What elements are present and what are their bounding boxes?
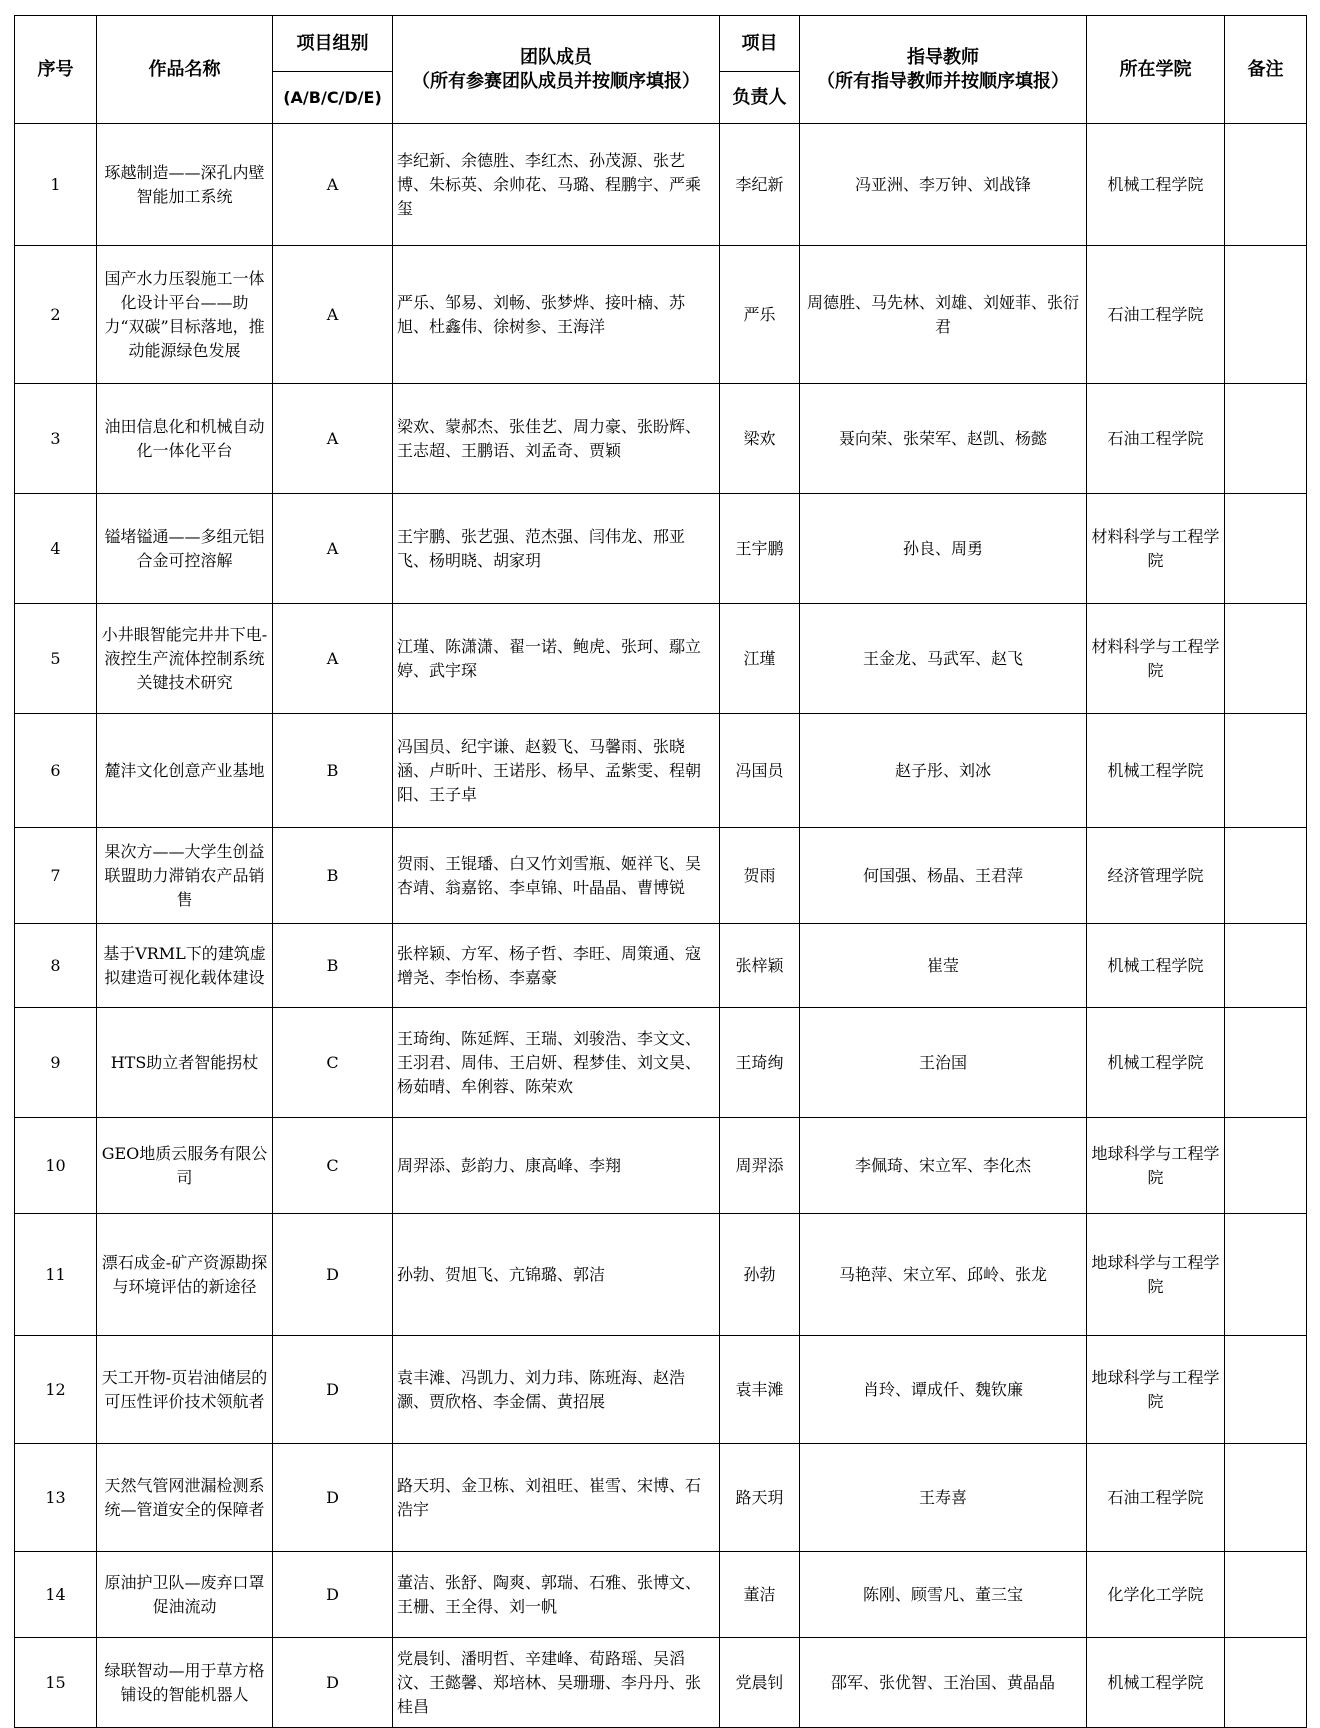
cell-group: A xyxy=(273,246,393,384)
cell-remark xyxy=(1225,384,1307,494)
table-row xyxy=(15,714,1307,828)
cell-leader: 王宇鹏 xyxy=(720,494,800,604)
cell-index: 8 xyxy=(15,924,97,1008)
table-row xyxy=(15,1118,1307,1214)
cell-members: 梁欢、蒙郝杰、张佳艺、周力豪、张盼辉、王志超、王鹏语、刘孟奇、贾颖 xyxy=(393,384,720,494)
cell-work-name: 天工开物-页岩油储层的可压性评价技术领航者 xyxy=(97,1336,273,1444)
cell-leader: 周羿添 xyxy=(720,1118,800,1214)
project-table xyxy=(14,15,1307,1728)
header-leader-top: 项目 xyxy=(720,16,800,72)
cell-remark xyxy=(1225,604,1307,714)
table-row xyxy=(15,494,1307,604)
cell-college: 石油工程学院 xyxy=(1087,246,1225,384)
cell-members: 路天玥、金卫栋、刘祖旺、崔雪、宋博、石浩宇 xyxy=(393,1444,720,1552)
header-members-title: 团队成员 xyxy=(520,46,592,68)
cell-college: 材料科学与工程学院 xyxy=(1087,604,1225,714)
cell-college: 地球科学与工程学院 xyxy=(1087,1214,1225,1336)
cell-remark xyxy=(1225,828,1307,924)
cell-leader: 严乐 xyxy=(720,246,800,384)
cell-remark xyxy=(1225,1336,1307,1444)
cell-group: B xyxy=(273,714,393,828)
cell-index: 2 xyxy=(15,246,97,384)
header-work-name: 作品名称 xyxy=(97,16,273,124)
cell-advisors: 李佩琦、宋立军、李化杰 xyxy=(800,1118,1087,1214)
cell-advisors: 王治国 xyxy=(800,1008,1087,1118)
cell-advisors: 邵军、张优智、王治国、黄晶晶 xyxy=(800,1638,1087,1728)
cell-work-name: GEO地质云服务有限公司 xyxy=(97,1118,273,1214)
cell-leader: 张梓颖 xyxy=(720,924,800,1008)
table-row xyxy=(15,246,1307,384)
header-advisors-title: 指导教师 xyxy=(907,46,979,68)
cell-leader: 王琦绚 xyxy=(720,1008,800,1118)
cell-remark xyxy=(1225,1118,1307,1214)
cell-advisors: 崔莹 xyxy=(800,924,1087,1008)
cell-work-name: 国产水力压裂施工一体化设计平台——助力“双碳”目标落地，推动能源绿色发展 xyxy=(97,246,273,384)
cell-group: C xyxy=(273,1118,393,1214)
cell-leader: 路天玥 xyxy=(720,1444,800,1552)
cell-index: 9 xyxy=(15,1008,97,1118)
cell-members: 李纪新、余德胜、李红杰、孙茂源、张艺博、朱标英、余帅花、马璐、程鹏宇、严乘玺 xyxy=(393,124,720,246)
table-row xyxy=(15,1638,1307,1728)
cell-advisors: 马艳萍、宋立军、邱岭、张龙 xyxy=(800,1214,1087,1336)
cell-work-name: 果次方——大学生创益联盟助力滞销农产品销售 xyxy=(97,828,273,924)
cell-group: D xyxy=(273,1336,393,1444)
cell-remark xyxy=(1225,246,1307,384)
cell-group: D xyxy=(273,1552,393,1638)
header-advisors-sub: （所有指导教师并按顺序填报） xyxy=(817,70,1069,92)
cell-index: 12 xyxy=(15,1336,97,1444)
cell-index: 7 xyxy=(15,828,97,924)
cell-members: 董洁、张舒、陶爽、郭瑞、石雅、张博文、王栅、王全得、刘一帆 xyxy=(393,1552,720,1638)
header-college: 所在学院 xyxy=(1087,16,1225,124)
cell-advisors: 何国强、杨晶、王君萍 xyxy=(800,828,1087,924)
cell-members: 贺雨、王锟璠、白又竹刘雪瓶、姬祥飞、吴杏靖、翁嘉铭、李卓锦、叶晶晶、曹博锐 xyxy=(393,828,720,924)
cell-remark xyxy=(1225,1008,1307,1118)
cell-leader: 江瑾 xyxy=(720,604,800,714)
table-row xyxy=(15,1552,1307,1638)
cell-leader: 党晨钊 xyxy=(720,1638,800,1728)
cell-work-name: 小井眼智能完井井下电-液控生产流体控制系统关键技术研究 xyxy=(97,604,273,714)
header-leader-bottom: 负责人 xyxy=(720,72,800,124)
cell-group: A xyxy=(273,124,393,246)
cell-advisors: 冯亚洲、李万钟、刘战锋 xyxy=(800,124,1087,246)
cell-leader: 董洁 xyxy=(720,1552,800,1638)
cell-index: 13 xyxy=(15,1444,97,1552)
cell-leader: 梁欢 xyxy=(720,384,800,494)
table-body xyxy=(15,124,1307,1728)
cell-group: B xyxy=(273,924,393,1008)
cell-index: 5 xyxy=(15,604,97,714)
table-row xyxy=(15,604,1307,714)
cell-college: 机械工程学院 xyxy=(1087,1008,1225,1118)
cell-members: 王琦绚、陈延辉、王瑞、刘骏浩、李文文、王羽君、周伟、王启妍、程梦佳、刘文昊、杨茹晴、牟俐蓉、陈荣欢 xyxy=(393,1008,720,1118)
cell-leader: 袁丰滩 xyxy=(720,1336,800,1444)
cell-group: A xyxy=(273,494,393,604)
cell-work-name: 漂石成金-矿产资源勘探与环境评估的新途径 xyxy=(97,1214,273,1336)
cell-members: 周羿添、彭韵力、康高峰、李翔 xyxy=(393,1118,720,1214)
cell-remark xyxy=(1225,1214,1307,1336)
cell-members: 王宇鹏、张艺强、范杰强、闫伟龙、邢亚飞、杨明晓、胡家玥 xyxy=(393,494,720,604)
cell-members: 冯国员、纪宇谦、赵毅飞、马馨雨、张晓涵、卢昕叶、王诺彤、杨早、孟紫雯、程朝阳、王子卓 xyxy=(393,714,720,828)
cell-work-name: 绿联智动—用于草方格铺设的智能机器人 xyxy=(97,1638,273,1728)
cell-group: D xyxy=(273,1444,393,1552)
header-index: 序号 xyxy=(15,16,97,124)
cell-members: 江瑾、陈潇潇、翟一诺、鲍虎、张珂、鄢立婷、武宇琛 xyxy=(393,604,720,714)
cell-remark xyxy=(1225,714,1307,828)
cell-group: A xyxy=(273,604,393,714)
table-row xyxy=(15,1214,1307,1336)
cell-index: 4 xyxy=(15,494,97,604)
cell-group: B xyxy=(273,828,393,924)
cell-advisors: 周德胜、马先林、刘雄、刘娅菲、张衍君 xyxy=(800,246,1087,384)
table-row xyxy=(15,1336,1307,1444)
cell-members: 袁丰滩、冯凯力、刘力玮、陈班海、赵浩灏、贾欣格、李金儒、黄招展 xyxy=(393,1336,720,1444)
cell-work-name: 原油护卫队—废弃口罩促油流动 xyxy=(97,1552,273,1638)
cell-leader: 孙勃 xyxy=(720,1214,800,1336)
header-members xyxy=(393,16,720,124)
cell-advisors: 陈刚、顾雪凡、董三宝 xyxy=(800,1552,1087,1638)
cell-work-name: 麓沣文化创意产业基地 xyxy=(97,714,273,828)
cell-college: 化学化工学院 xyxy=(1087,1552,1225,1638)
cell-college: 经济管理学院 xyxy=(1087,828,1225,924)
cell-members: 党晨钊、潘明哲、辛建峰、荀路瑶、吴滔汶、王懿馨、郑培林、吴珊珊、李丹丹、张桂昌 xyxy=(393,1638,720,1728)
table-row xyxy=(15,1444,1307,1552)
table-row xyxy=(15,1008,1307,1118)
cell-remark xyxy=(1225,124,1307,246)
cell-work-name: 琢越制造——深孔内壁智能加工系统 xyxy=(97,124,273,246)
cell-index: 15 xyxy=(15,1638,97,1728)
cell-remark xyxy=(1225,924,1307,1008)
cell-index: 11 xyxy=(15,1214,97,1336)
header-advisors xyxy=(800,16,1087,124)
cell-college: 石油工程学院 xyxy=(1087,384,1225,494)
header-group-bottom: (A/B/C/D/E) xyxy=(273,72,393,124)
cell-remark xyxy=(1225,1638,1307,1728)
table-row xyxy=(15,828,1307,924)
header-group-top: 项目组别 xyxy=(273,16,393,72)
cell-group: D xyxy=(273,1214,393,1336)
cell-leader: 冯国员 xyxy=(720,714,800,828)
cell-index: 10 xyxy=(15,1118,97,1214)
cell-college: 机械工程学院 xyxy=(1087,124,1225,246)
cell-college: 地球科学与工程学院 xyxy=(1087,1336,1225,1444)
cell-advisors: 赵子彤、刘冰 xyxy=(800,714,1087,828)
cell-advisors: 肖玲、谭成仟、魏钦廉 xyxy=(800,1336,1087,1444)
cell-work-name: HTS助立者智能拐杖 xyxy=(97,1008,273,1118)
cell-group: C xyxy=(273,1008,393,1118)
cell-college: 地球科学与工程学院 xyxy=(1087,1118,1225,1214)
cell-remark xyxy=(1225,1552,1307,1638)
cell-index: 14 xyxy=(15,1552,97,1638)
table-row xyxy=(15,384,1307,494)
cell-college: 材料科学与工程学院 xyxy=(1087,494,1225,604)
header-members-sub: （所有参赛团队成员并按顺序填报） xyxy=(412,70,700,92)
header-remark: 备注 xyxy=(1225,16,1307,124)
cell-work-name: 镒堵镒通——多组元铝合金可控溶解 xyxy=(97,494,273,604)
cell-college: 机械工程学院 xyxy=(1087,1638,1225,1728)
cell-work-name: 油田信息化和机械自动化一体化平台 xyxy=(97,384,273,494)
cell-remark xyxy=(1225,1444,1307,1552)
cell-advisors: 王金龙、马武军、赵飞 xyxy=(800,604,1087,714)
cell-advisors: 王寿喜 xyxy=(800,1444,1087,1552)
cell-index: 6 xyxy=(15,714,97,828)
cell-leader: 贺雨 xyxy=(720,828,800,924)
cell-college: 石油工程学院 xyxy=(1087,1444,1225,1552)
cell-advisors: 聂向荣、张荣军、赵凯、杨懿 xyxy=(800,384,1087,494)
table-row xyxy=(15,124,1307,246)
cell-remark xyxy=(1225,494,1307,604)
cell-members: 张梓颖、方军、杨子哲、李旺、周策通、寇增尧、李怡杨、李嘉豪 xyxy=(393,924,720,1008)
cell-index: 3 xyxy=(15,384,97,494)
cell-leader: 李纪新 xyxy=(720,124,800,246)
cell-college: 机械工程学院 xyxy=(1087,924,1225,1008)
cell-members: 严乐、邹易、刘畅、张梦烨、接叶楠、苏旭、杜鑫伟、徐树参、王海洋 xyxy=(393,246,720,384)
cell-advisors: 孙良、周勇 xyxy=(800,494,1087,604)
cell-group: A xyxy=(273,384,393,494)
cell-group: D xyxy=(273,1638,393,1728)
cell-index: 1 xyxy=(15,124,97,246)
table-row xyxy=(15,924,1307,1008)
cell-work-name: 基于VRML下的建筑虚拟建造可视化载体建设 xyxy=(97,924,273,1008)
cell-college: 机械工程学院 xyxy=(1087,714,1225,828)
cell-members: 孙勃、贺旭飞、亢锦璐、郭洁 xyxy=(393,1214,720,1336)
cell-work-name: 天然气管网泄漏检测系统—管道安全的保障者 xyxy=(97,1444,273,1552)
